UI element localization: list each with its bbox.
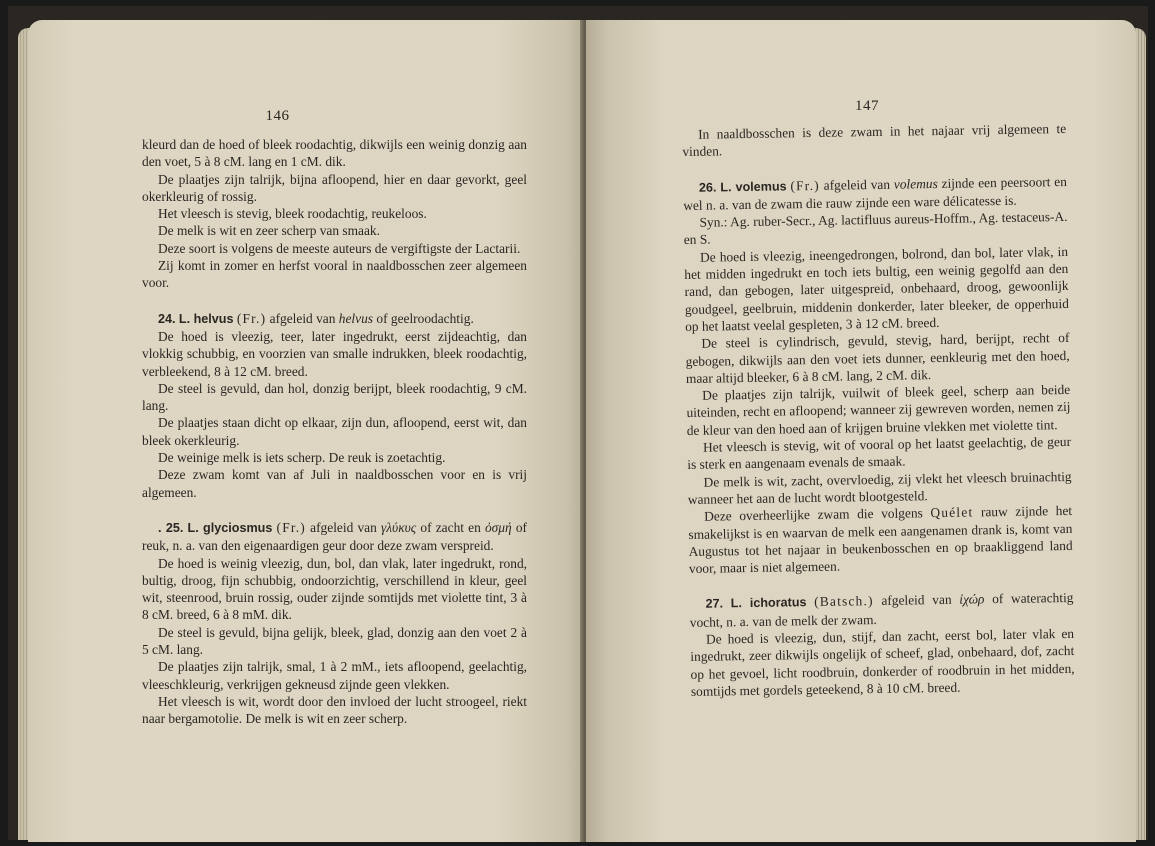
- authority: (Fr.): [276, 519, 306, 535]
- etymology-word: helvus: [338, 310, 374, 326]
- paragraph: De steel is gevuld, bijna gelijk, bleek, glad, donzig aan den voet 2 à 5 cM. lang.: [142, 624, 527, 658]
- right-page-text: [682, 120, 1075, 700]
- page-number: 146: [265, 108, 290, 124]
- left-page-text: [142, 136, 527, 728]
- paragraph: De plaatjes staan dicht op elkaar, zijn dun, afloopend, eerst wit, dan bleek okerkleurig.: [142, 415, 527, 448]
- paragraph: De hoed is vleezig, dun, stijf, dan zacht, eerst bol, later vlak en ingedrukt, zeer dikwijls ongelijk of scheef, glad, onbehaard, dof, zacht op het gevoel, licht roodbruin, donkerder of roodbruin in het midden, somtijds met gordels geteekend, 8 à 10 cM. breed.: [690, 625, 1075, 699]
- paragraph: De hoed is vleezig, ineengedrongen, bolrond, dan bol, later vlak, in het midden ingedrukt en toch iets bultig, een weinig gegolfd aan den rand, dan gebogen, later uitgespreid, onbehaard, droog, gewoonlijk goudgeel, geelbruin, middenin donkerder, later bleeker, de opperhuid op het laatst veelal gespleten, 3 à 12 cM. breed.: [684, 243, 1069, 334]
- paragraph: De hoed is vleezig, teer, later ingedrukt, eerst zijdeachtig, dan vlokkig schubbig, en voorzien van smalle indrukken, bleek roodachtig, verbleekend, 8 à 12 cM. breed.: [142, 328, 527, 379]
- closing-text: rauw zijnde het smakelijkst is en waarvan de melk een aangenamen drank is, komt van Augustus tot het najaar in beukenbosschen en op braakliggend land voor, maar is niet algemeen.: [688, 503, 1073, 577]
- species-name: L. volemus: [720, 178, 787, 194]
- page-number: 147: [855, 98, 879, 114]
- paragraph: [688, 502, 1073, 577]
- entry-heading-25: [142, 519, 527, 555]
- greek-word: γλύκυς: [380, 519, 417, 535]
- paragraph: Het vleesch is wit, wordt door den invloed der lucht stroogeel, riekt naar bergamotolie. De melk is wit en zeer scherp.: [142, 693, 527, 727]
- greek-word: ἰχώρ: [959, 591, 985, 608]
- etymology: of waterachtig vocht, n. a. van de melk der zwam.: [689, 590, 1074, 630]
- etymology: afgeleid van: [823, 176, 891, 193]
- paragraph: De weinige melk is iets scherp. De reuk is zoetachtig.: [158, 450, 446, 466]
- paragraph: De steel is cylindrisch, gevuld, stevig, hard, berijpt, recht of gebogen, dikwijls aan den voet iets dunner, eenkleurig met den hoed, maar altijd bleeker, 6 à 8 cM. lang, 2 cM. dik.: [685, 330, 1070, 386]
- etymology: of geelroodachtig.: [376, 310, 474, 326]
- species-name: L. helvus: [178, 311, 234, 326]
- etymology: of reuk, n. a. van den eigenaardigen geur door deze zwam verspreid.: [142, 519, 527, 554]
- entry-heading-27: [689, 589, 1074, 631]
- greek-word: ὀσμή: [484, 519, 512, 535]
- entry-heading-24: [142, 310, 527, 328]
- etymology: afgeleid van: [881, 592, 952, 609]
- entry-number: 27.: [705, 596, 724, 612]
- authority: (Fr.): [790, 177, 820, 193]
- paragraph: De hoed is weinig vleezig, dun, bol, dan vlak, later ingedrukt, rond, bultig, droog, fijn schubbig, ondoorzichtig, verschillend in kleur, geel wit, steenrood, bruin rossig, ouder zijnde somtijds met violette tint, 3 à 8 cM. breed, 6 à 8 mM. dik.: [142, 555, 527, 623]
- paragraph: De plaatjes zijn talrijk, bijna afloopend, hier en daar gevorkt, geel okerkleurig of rossig.: [142, 171, 527, 204]
- paragraph: De melk is wit en zeer scherp van smaak.: [158, 223, 380, 239]
- entry-number: . 25.: [158, 520, 184, 535]
- paragraph: De melk is wit, zacht, overvloedig, zij vlekt het vleesch bruinachtig wanneer het aan de lucht wordt blootgesteld.: [687, 468, 1072, 507]
- paragraph: Het vleesch is stevig, wit of vooral op het laatst geelachtig, de geur is sterk en aangenaam evenals de smaak.: [687, 433, 1072, 473]
- paragraph: In naaldbosschen is deze zwam in het najaar vrij algemeen te vinden.: [682, 120, 1067, 160]
- etymology: of zacht en: [420, 519, 481, 535]
- paragraph: Zij komt in zomer en herfst vooral in naaldbosschen zeer algemeen voor.: [142, 258, 527, 291]
- etymology: afgeleid van: [269, 310, 336, 326]
- book-spread: [8, 6, 1148, 840]
- paragraph: Deze soort is volgens de meeste auteurs de vergiftigste der Lactarii.: [158, 240, 521, 256]
- authority: (Batsch.): [814, 593, 874, 610]
- entry-number: 26.: [698, 180, 717, 195]
- paragraph: Het vleesch is stevig, bleek roodachtig, reukeloos.: [158, 206, 427, 222]
- etymology: zijnde een peersoort en wel n. a. van de zwam die rauw zijnde een ware délicatesse is.: [683, 173, 1067, 213]
- etymology-word: volemus: [893, 175, 938, 192]
- right-page: [586, 20, 1136, 842]
- paragraph: De steel is gevuld, dan hol, donzig berijpt, bleek roodachtig, 9 cM. lang.: [142, 380, 527, 414]
- closing-text: Deze overheerlijke zwam die volgens: [704, 505, 923, 524]
- entry-number: 24.: [158, 311, 176, 326]
- synonyms: Syn.: Ag. ruber-Secr., Ag. lactifluus aureus-Hoffm., Ag. testaceus-A. en S.: [683, 209, 1068, 248]
- left-page: [28, 20, 583, 842]
- paragraph: De plaatjes zijn talrijk, vuilwit of bleek geel, scherp aan beide uiteinden, recht en afloopend; wanneer zij gewreven worden, nemen zij de kleur van den hoed aan of krijgen bruine vlekken met violette tint.: [686, 382, 1071, 438]
- entry-heading-26: [683, 173, 1068, 215]
- etymology: afgeleid van: [310, 519, 377, 535]
- paragraph: Deze zwam komt van af Juli in naaldbosschen voor en is vrij algemeen.: [142, 467, 527, 500]
- species-name: L. glyciosmus: [187, 520, 273, 535]
- paragraph: De plaatjes zijn talrijk, smal, 1 à 2 mM., iets afloopend, geelachtig, vleeschkleurig, verkrijgen gekneusd zijnde geen vlekken.: [142, 659, 527, 692]
- species-name: L. ichoratus: [730, 595, 807, 611]
- author-name: Quélet: [930, 504, 974, 521]
- authority: (Fr.): [236, 310, 267, 326]
- paragraph: kleurd dan de hoed of bleek roodachtig, dikwijls een weinig donzig aan den voet, 5 à 8 cM. lang en 1 cM. dik.: [142, 137, 527, 170]
